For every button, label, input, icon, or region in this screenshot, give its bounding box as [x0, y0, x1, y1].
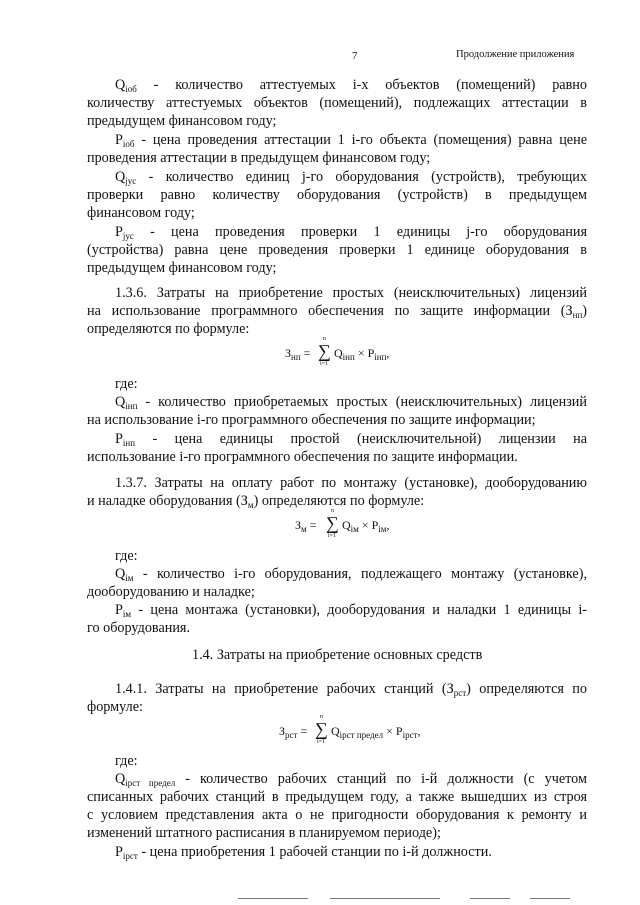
text-line: $Q_{iоб}$ - количество аттестуемых i-х объектов (помещений) равно — [115, 77, 587, 94]
sum-lower-limit: i=1 — [320, 361, 329, 367]
scan-artifact-line — [470, 898, 510, 899]
text-line: $Q_{iрст предел}$ - количество рабочих станций по i-й должности (с учетом — [115, 771, 587, 788]
text-line: $Q_{iм}$ - количество i-го оборудования, подлежащего монтажу (установке), — [115, 566, 587, 583]
text-line: формуле: — [87, 699, 143, 715]
sum-upper-limit: n — [323, 336, 326, 342]
sum-lower-limit: i=1 — [317, 739, 326, 745]
text-line: дооборудованию и наладке; — [87, 584, 255, 600]
text-line: $P_{iнп}$ - цена единицы простой (неисключительной) лицензии на — [115, 431, 587, 448]
text-line: на использование i-го программного обеспечения по защите информации; — [87, 412, 536, 428]
text-line: списанных рабочих станций в предыдущем году, а также вышедших из строя — [87, 789, 587, 805]
page-number: 7 — [352, 50, 358, 62]
text-line: и наладке оборудования $(З_м)$ определяются по формуле: — [87, 493, 425, 510]
text-line: с условием представления акта о не пригодности оборудования к ремонту и — [87, 807, 587, 823]
sum-symbol: ∑ — [315, 719, 328, 739]
section-heading-1-3-7: 1.3.7. Затраты на оплату работ по монтажу (установке), дооборудованию — [115, 475, 587, 491]
page-header-title: Продолжение приложения — [456, 49, 575, 60]
text-line: $P_{jус}$ - цена проведения проверки 1 единицы j-го оборудования — [115, 224, 587, 241]
text-line: количеству аттестуемых объектов (помещений), подлежащих аттестации в — [87, 95, 587, 111]
text-line: $P_{iрст}$ - цена приобретения 1 рабочей станции по i-й должности. — [115, 844, 492, 861]
sum-symbol: ∑ — [326, 513, 339, 533]
text-line: $P_{iоб}$ - цена проведения аттестации 1 i-го объекта (помещения) равна цене — [115, 132, 587, 149]
text-line: определяются по формуле: — [87, 321, 250, 337]
text-line: проведения аттестации в предыдущем финансовом году; — [87, 150, 431, 166]
text-line: $P_{iм}$ - цена монтажа (установки), дооборудования и наладки 1 единицы i- — [115, 602, 587, 619]
text-line: проверки равно количеству оборудования (устройств) в предыдущем — [87, 187, 587, 203]
scan-artifact-line — [530, 898, 570, 899]
section-heading-1-4-1: 1.4.1. Затраты на приобретение рабочих станций $(З_{рст})$ определяются по — [115, 681, 587, 698]
sum-upper-limit: n — [331, 508, 334, 514]
section-heading-1-4: 1.4. Затраты на приобретение основных средств — [192, 647, 483, 663]
text-line: на использование программного обеспечения по защите информации $(З_{нп})$ — [87, 303, 587, 320]
text-line: финансовом году; — [87, 205, 195, 221]
text-line: предыдущем финансовом году; — [87, 113, 277, 129]
text-line: $Q_{jус}$ - количество единиц j-го оборудования (устройств), требующих — [115, 169, 587, 186]
text-line: (устройства) равна цене проведения проверки 1 единице оборудования в — [87, 242, 587, 258]
text-line: предыдущем финансовом году; — [87, 260, 277, 276]
section-heading-1-3-6: 1.3.6. Затраты на приобретение простых (неисключительных) лицензий — [115, 285, 587, 301]
document-page: 7 Продолжение приложения $Q_{iоб}$ - количество аттестуемых i-х объектов (помещений) равно количеству аттестуемых объектов (помещений), подлежащих аттестации в предыдущем финансовом году; $P_{iоб}$ - цена проведения аттестации 1 i-го объекта (помещения) равна цене проведения аттестации в предыдущем финансовом году; $Q_{jус}$ - количество единиц j-го оборудования (устройств), требующих проверки равно количеству оборудования (устройств) в предыдущем финансовом году; $P_{jус}$ - цена проведения проверки 1 единицы j-го оборудования (устройства) равна цене проведения проверки 1 единице оборудования в предыдущем финансовом году; 1.3.6. Затраты на приобретение простых (неисключительных) лицензий на использование программного обеспечения по защите информации $(З_{нп})$ определяются по формуле: $З_{нп}$ = n ∑ i=1 $Q_{iнп} \times P_{iнп}$, где: $Q_{iнп}$ - количество приобретаемых простых (неисключительных) лицензий на использование i-го программного обеспечения по защите информации; $P_{iнп}$ - цена единицы простой (неисключительной) лицензии на использование i-го программного обеспечения по защите информации. 1.3.7. Затраты на оплату работ по монтажу (установке), дооборудованию и наладке оборудования $(З_м)$ определяются по формуле: $З_м$ = n ∑ i=1 $Q_{iм} \times P_{iм}$, где: $Q_{iм}$ - количество i-го оборудования, подлежащего монтажу (установке), дооборудованию и наладке; $P_{iм}$ - цена монтажа (установки), дооборудования и наладки 1 единицы i- го оборудования. 1.4. Затраты на приобретение основных средств 1.4.1. Затраты на приобретение рабочих станций $(З_{рст})$ определяются по формуле: $З_{рст}$ = n ∑ i=1 $Q_{iрст предел} \times P_{iрст}$, где: $Q_{iрст предел}$ - количество рабочих станций по i-й должности (с учетом списанных рабочих станций в предыдущем году, а также вышедших из строя с условием представления акта о не пригодности оборудования к ремонту и изменений штатного расписания в планируемом периоде); $P_{iрст}$ - цена приобретения 1 рабочей станции по i-й должности. — [0, 0, 640, 905]
scan-artifact-line — [330, 898, 440, 899]
scan-artifact-line — [238, 898, 308, 899]
text-line: го оборудования. — [87, 620, 190, 636]
text-line: использование i-го программного обеспечения по защите информации. — [87, 449, 518, 465]
text-line: где: — [115, 548, 138, 564]
text-line: изменений штатного расписания в планируемом периоде); — [87, 825, 441, 841]
text-line: где: — [115, 376, 138, 392]
sum-lower-limit: i=1 — [328, 533, 337, 539]
sum-symbol: ∑ — [318, 341, 331, 361]
text-line: $Q_{iнп}$ - количество приобретаемых простых (неисключительных) лицензий — [115, 394, 587, 411]
text-line: где: — [115, 753, 138, 769]
sum-upper-limit: n — [320, 714, 323, 720]
